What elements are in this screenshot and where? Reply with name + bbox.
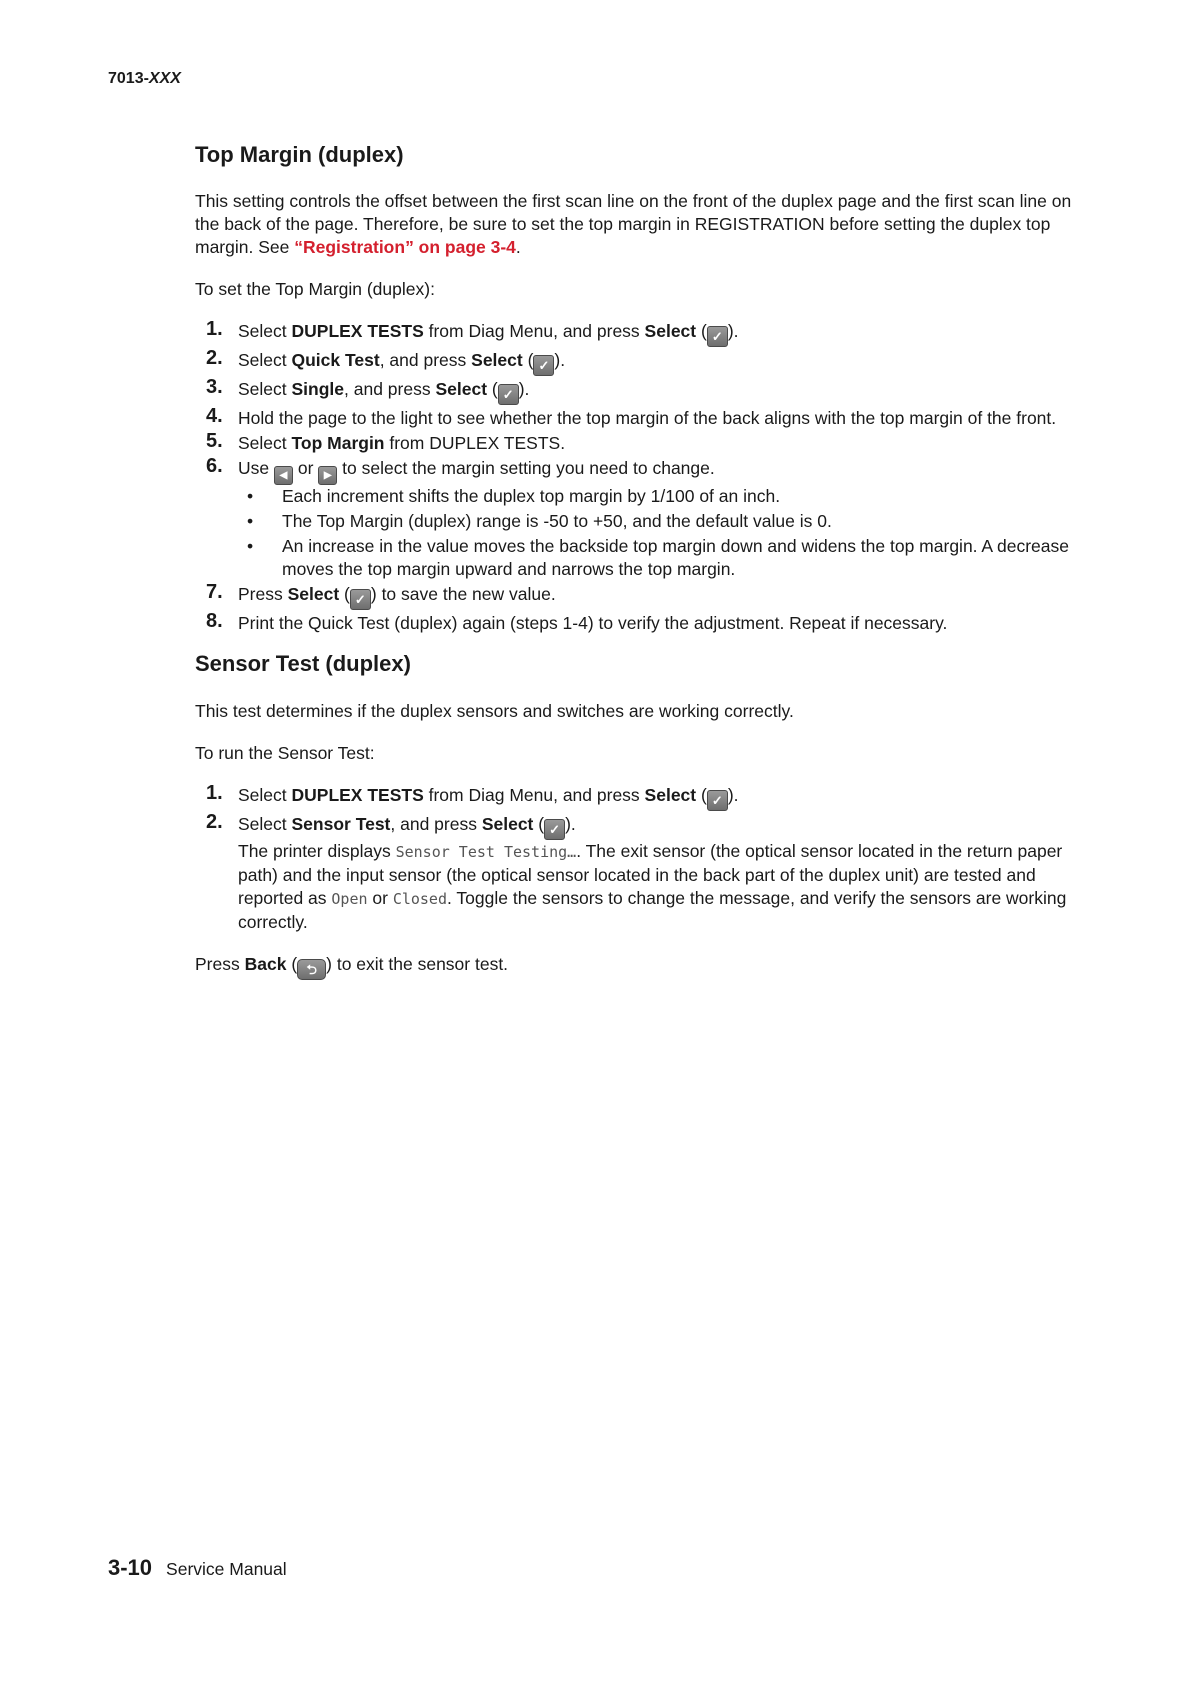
- sensor-test-intro: This test determines if the duplex sensors and switches are working correctly.: [195, 700, 794, 721]
- checkmark-icon: ✓: [707, 326, 728, 347]
- checkmark-icon: ✓: [533, 355, 554, 376]
- left-arrow-icon: ◀: [274, 466, 293, 485]
- top-margin-lead: To set the Top Margin (duplex):: [195, 279, 435, 300]
- list-item: 6. Use ◀ or ▶ to select the margin setting you need to change. • Each increment shifts the duplex top margin by 1/100 of an inch. • The Top Margin (duplex) range is -50 to +50, and the default value is 0. • An increase in the value moves the backside top margin down and widens the top margin. A decrease moves the top margin upward and narrows the top margin.: [195, 457, 1095, 581]
- page-footer: [108, 1555, 287, 1581]
- section-title-sensor-test: Sensor Test (duplex): [195, 651, 411, 677]
- list-item: 1. Select DUPLEX TESTS from Diag Menu, and press Select ( ✓ ).: [195, 784, 1095, 811]
- sensor-test-lead: To run the Sensor Test:: [195, 742, 375, 763]
- display-message: Sensor Test Testing…: [395, 842, 577, 861]
- page-content: [195, 142, 1095, 999]
- checkmark-icon: ✓: [707, 790, 728, 811]
- bullet-icon: •: [247, 486, 254, 507]
- list-item: 3. Select Single, and press Select ( ✓ ).: [195, 378, 1095, 405]
- checkmark-icon: ✓: [544, 819, 565, 840]
- checkmark-icon: ✓: [498, 384, 519, 405]
- list-item: 7. Press Select ( ✓ ) to save the new value.: [195, 583, 1095, 610]
- registration-link[interactable]: “Registration” on page 3-4: [294, 237, 516, 258]
- sensor-test-steps: [195, 781, 1095, 934]
- bullet-item: • An increase in the value moves the backside top margin down and widens the top margin. A decrease moves the top margin upward and narrows the top margin.: [247, 536, 1069, 580]
- increment-notes: [238, 485, 1095, 581]
- right-arrow-icon: ▶: [318, 466, 337, 485]
- list-item: 4. Hold the page to the light to see whether the top margin of the back aligns with the top margin of the front.: [206, 405, 1057, 429]
- list-item: 1. Select DUPLEX TESTS from Diag Menu, and press Select ( ✓ ).: [195, 320, 1095, 347]
- bullet-icon: •: [247, 511, 254, 532]
- bullet-item: • Each increment shifts the duplex top margin by 1/100 of an inch.: [247, 486, 781, 507]
- display-open: Open: [331, 889, 368, 908]
- top-margin-steps: [195, 320, 1095, 635]
- checkmark-icon: ✓: [350, 589, 371, 610]
- list-item: 5. Select Top Margin from DUPLEX TESTS.: [206, 430, 566, 454]
- list-item: 2. Select Sensor Test, and press Select ( ✓ ). The printer displays Sensor Test Testing…. The exit sensor (the optical sensor located in the return paper path) and the input sensor (the optical sensor located in the back part of the duplex unit) are tested and reported as Open or Closed. Toggle the sensors to change the message, and verify the sensors are working correctly.: [206, 810, 1067, 932]
- model-number: 7013-XXX: [108, 70, 181, 87]
- display-closed: Closed: [392, 889, 447, 908]
- top-margin-intro: This setting controls the offset between the first scan line on the front of the duplex page and the first scan line on the back of the page. Therefore, be sure to set the top margin in REGISTRATION before setting the duplex top margin. See “Registration” on page 3-4.: [195, 191, 1072, 258]
- section-title-top-margin: Top Margin (duplex): [195, 142, 404, 167]
- list-item: 2. Select Quick Test, and press Select ( ✓ ).: [195, 349, 1095, 376]
- back-instruction: Press Back ( ⮌ ) to exit the sensor test.: [195, 953, 1095, 980]
- bullet-item: • The Top Margin (duplex) range is -50 to +50, and the default value is 0.: [247, 511, 832, 532]
- page-number: 3-10: [108, 1555, 153, 1580]
- manual-title: Service Manual: [166, 1559, 287, 1579]
- list-item: 8. Print the Quick Test (duplex) again (steps 1-4) to verify the adjustment. Repeat if necessary.: [206, 610, 948, 634]
- bullet-icon: •: [247, 536, 254, 557]
- back-arrow-icon: ⮌: [297, 959, 326, 980]
